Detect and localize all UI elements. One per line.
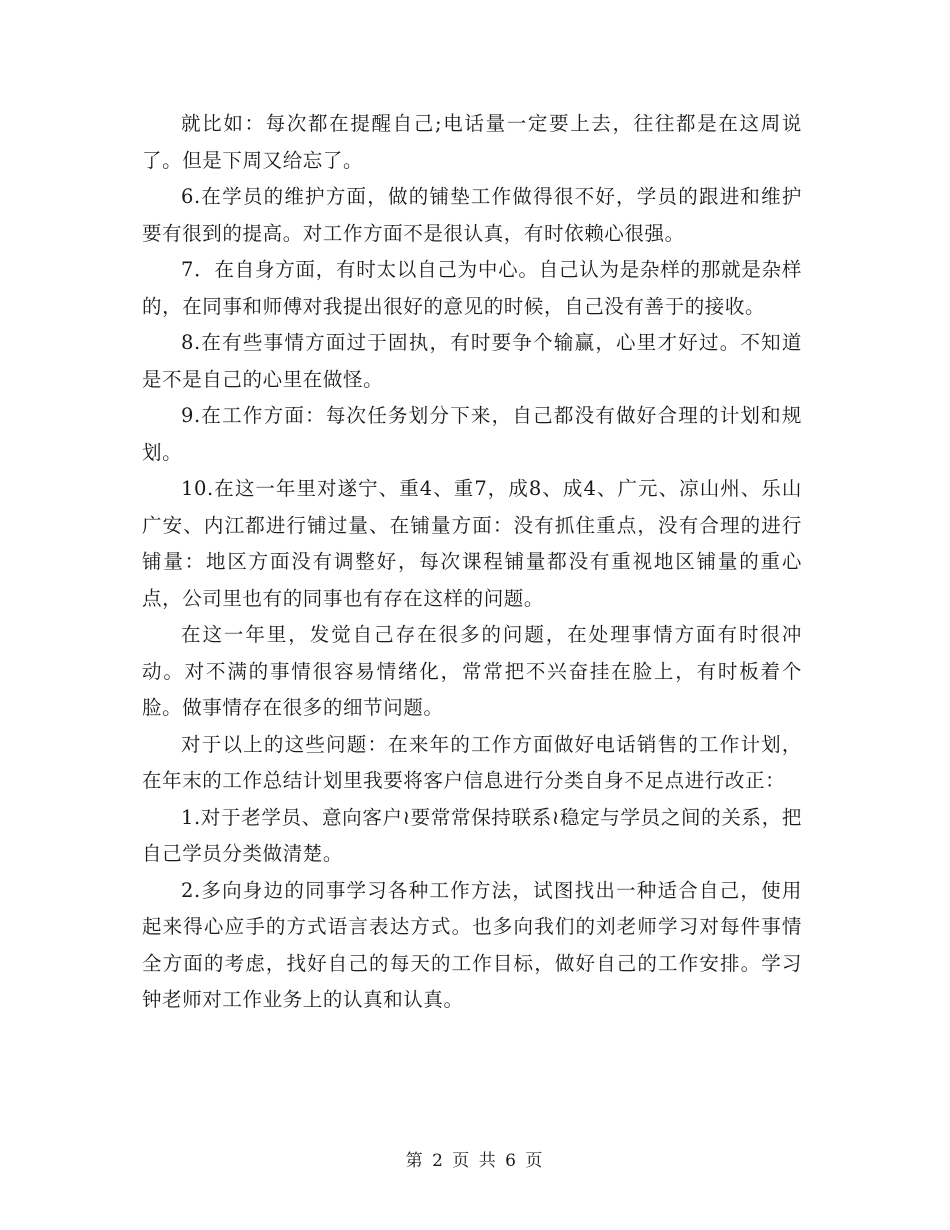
paragraph: 9.在工作方面：每次任务划分下来，自己都没有做好合理的计划和规划。: [142, 404, 802, 464]
paragraph: 6.在学员的维护方面，做的铺垫工作做得很不好，学员的跟进和维护要有很到的提高。对工作方面不是很认真，有时依赖心很强。: [142, 185, 802, 245]
paragraph: 就比如：每次都在提醒自己;电话量一定要上去，往往都是在这周说了。但是下周又给忘了。: [142, 112, 802, 172]
paragraph: 8.在有些事情方面过于固执，有时要争个输赢，心里才好过。不知道是不是自己的心里在做怪。: [142, 331, 802, 391]
paragraph: 1.对于老学员、意向客户≀要常常保持联系≀稳定与学员之间的关系，把自己学员分类做清楚。: [142, 805, 802, 865]
page-number-footer: 第 2 页 共 6 页: [405, 1151, 545, 1171]
paragraph: 7．在自身方面，有时太以自己为中心。自己认为是杂样的那就是杂样的，在同事和师傅对我提出很好的意见的时候，自己没有善于的接收。: [142, 258, 802, 318]
paragraph: 在这一年里，发觉自己存在很多的问题，在处理事情方面有时很冲动。对不满的事情很容易情绪化，常常把不兴奋挂在脸上，有时板着个脸。做事情存在很多的细节问题。: [142, 623, 802, 719]
paragraph: 2.多向身边的同事学习各种工作方法，试图找出一种适合自己，使用起来得心应手的方式语言表达方式。也多向我们的刘老师学习对每件事情全方面的考虑，找好自己的每天的工作目标，做好自己的工作安排。学习钟老师对工作业务上的认真和认真。: [142, 878, 802, 1011]
document-body: [142, 106, 802, 1019]
paragraph: 对于以上的这些问题：在来年的工作方面做好电话销售的工作计划，在年末的工作总结计划里我要将客户信息进行分类自身不足点进行改正：: [142, 732, 802, 792]
paragraph: 10.在这一年里对遂宁、重4、重7，成8、成4、广元、凉山州、乐山广安、内江都进行铺过量、在铺量方面：没有抓住重点，没有合理的进行铺量：地区方面没有调整好，每次课程铺量都没有重视地区铺量的重心点，公司里也有的同事也有存在这样的问题。: [142, 477, 802, 610]
